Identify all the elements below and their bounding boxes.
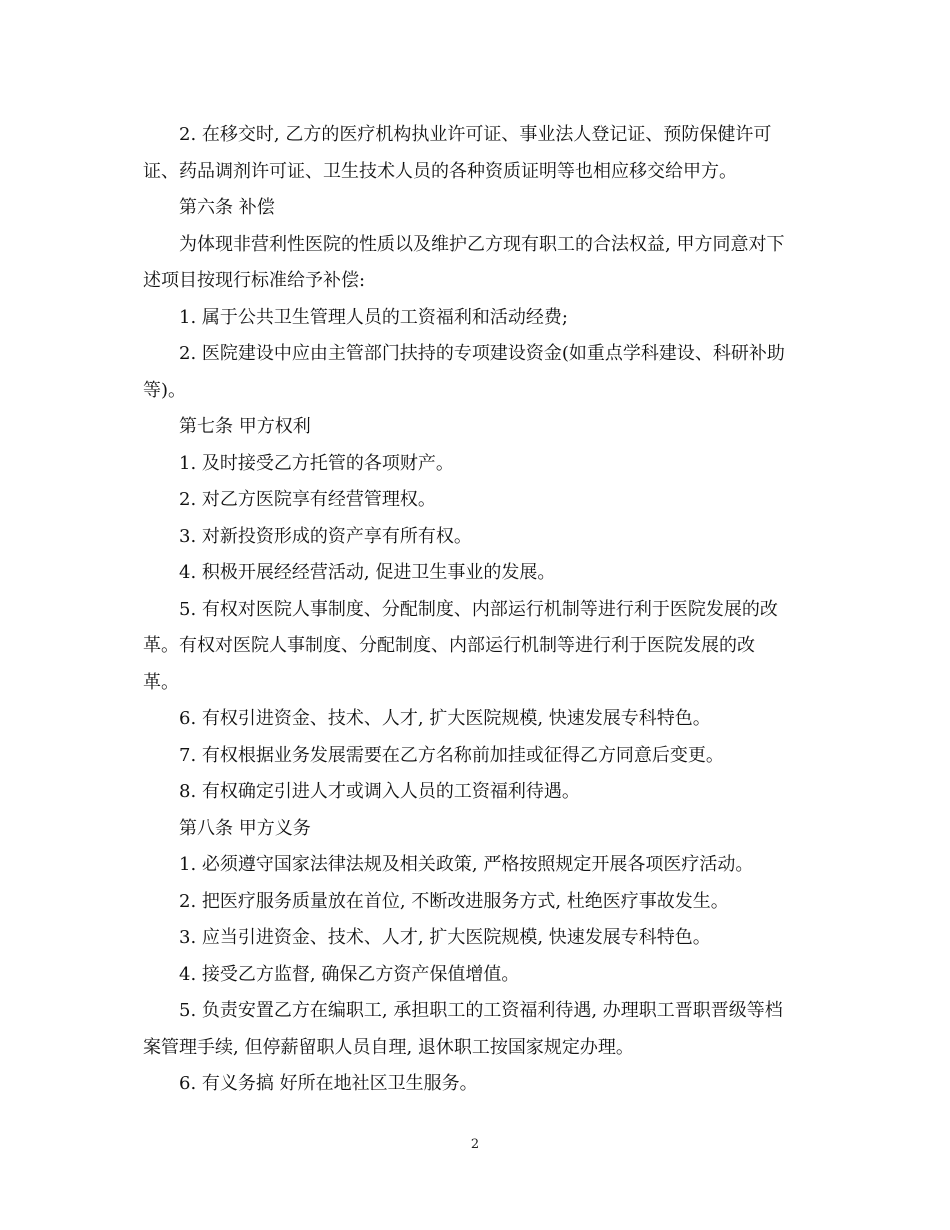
text-line: 5. 有权对医院人事制度、分配制度、内部运行机制等进行利于医院发展的改	[179, 598, 778, 620]
text-line: 革。	[143, 671, 179, 693]
text-line: 2. 对乙方医院享有经营管理权。	[179, 489, 436, 510]
text-line: 6. 有权引进资金、技术、人才, 扩大医院规模, 快速发展专科特色。	[179, 708, 711, 729]
text-line: 3. 对新投资形成的资产享有所有权。	[179, 525, 472, 547]
text-line: 5. 负责安置乙方在编职工, 承担职工的工资福利待遇, 办理职工晋职晋级等档	[179, 1000, 783, 1021]
text-line: 2. 医院建设中应由主管部门扶持的专项建设资金(如重点学科建设、科研补助	[179, 343, 785, 364]
page-number: 2	[470, 1137, 480, 1152]
text-line: 7. 有权根据业务发展需要在乙方名称前加挂或征得乙方同意后变更。	[179, 744, 724, 766]
text-line: 4. 积极开展经经营活动, 促进卫生事业的发展。	[179, 562, 556, 583]
text-line: 为体现非营利性医院的性质以及维护乙方现有职工的合法权益, 甲方同意对下	[179, 233, 785, 255]
text-line: 1. 及时接受乙方托管的各项财产。	[179, 452, 454, 474]
text-line: 等)。	[143, 379, 187, 401]
text-line: 8. 有权确定引进人才或调入人员的工资福利待遇。	[179, 781, 580, 802]
text-line: 2. 在移交时, 乙方的医疗机构执业许可证、事业法人登记证、预防保健许可	[179, 124, 772, 145]
text-line: 6. 有义务搞 好所在地社区卫生服务。	[179, 1073, 478, 1094]
document-body	[143, 117, 813, 1103]
text-line: 述项目按现行标准给予补偿:	[143, 270, 366, 291]
text-line: 革。有权对医院人事制度、分配制度、内部运行机制等进行利于医院发展的改	[143, 635, 755, 656]
text-line: 1. 属于公共卫生管理人员的工资福利和活动经费;	[179, 306, 568, 328]
text-line: 第六条 补偿	[179, 197, 275, 218]
text-line: 证、药品调剂许可证、卫生技术人员的各种资质证明等也相应移交给甲方。	[143, 160, 737, 182]
text-line: 3. 应当引进资金、技术、人才, 扩大医院规模, 快速发展专科特色。	[179, 927, 711, 948]
text-line: 案管理手续, 但停薪留职人员自理, 退休职工按国家规定办理。	[143, 1036, 634, 1058]
text-line: 第七条 甲方权利	[179, 416, 311, 437]
text-line: 4. 接受乙方监督, 确保乙方资产保值增值。	[179, 963, 520, 985]
text-line: 1. 必须遵守国家法律法规及相关政策, 严格按照规定开展各项医疗活动。	[179, 854, 754, 875]
text-line: 2. 把医疗服务质量放在首位, 不断改进服务方式, 杜绝医疗事故发生。	[179, 890, 729, 912]
text-line: 第八条 甲方义务	[179, 817, 311, 839]
